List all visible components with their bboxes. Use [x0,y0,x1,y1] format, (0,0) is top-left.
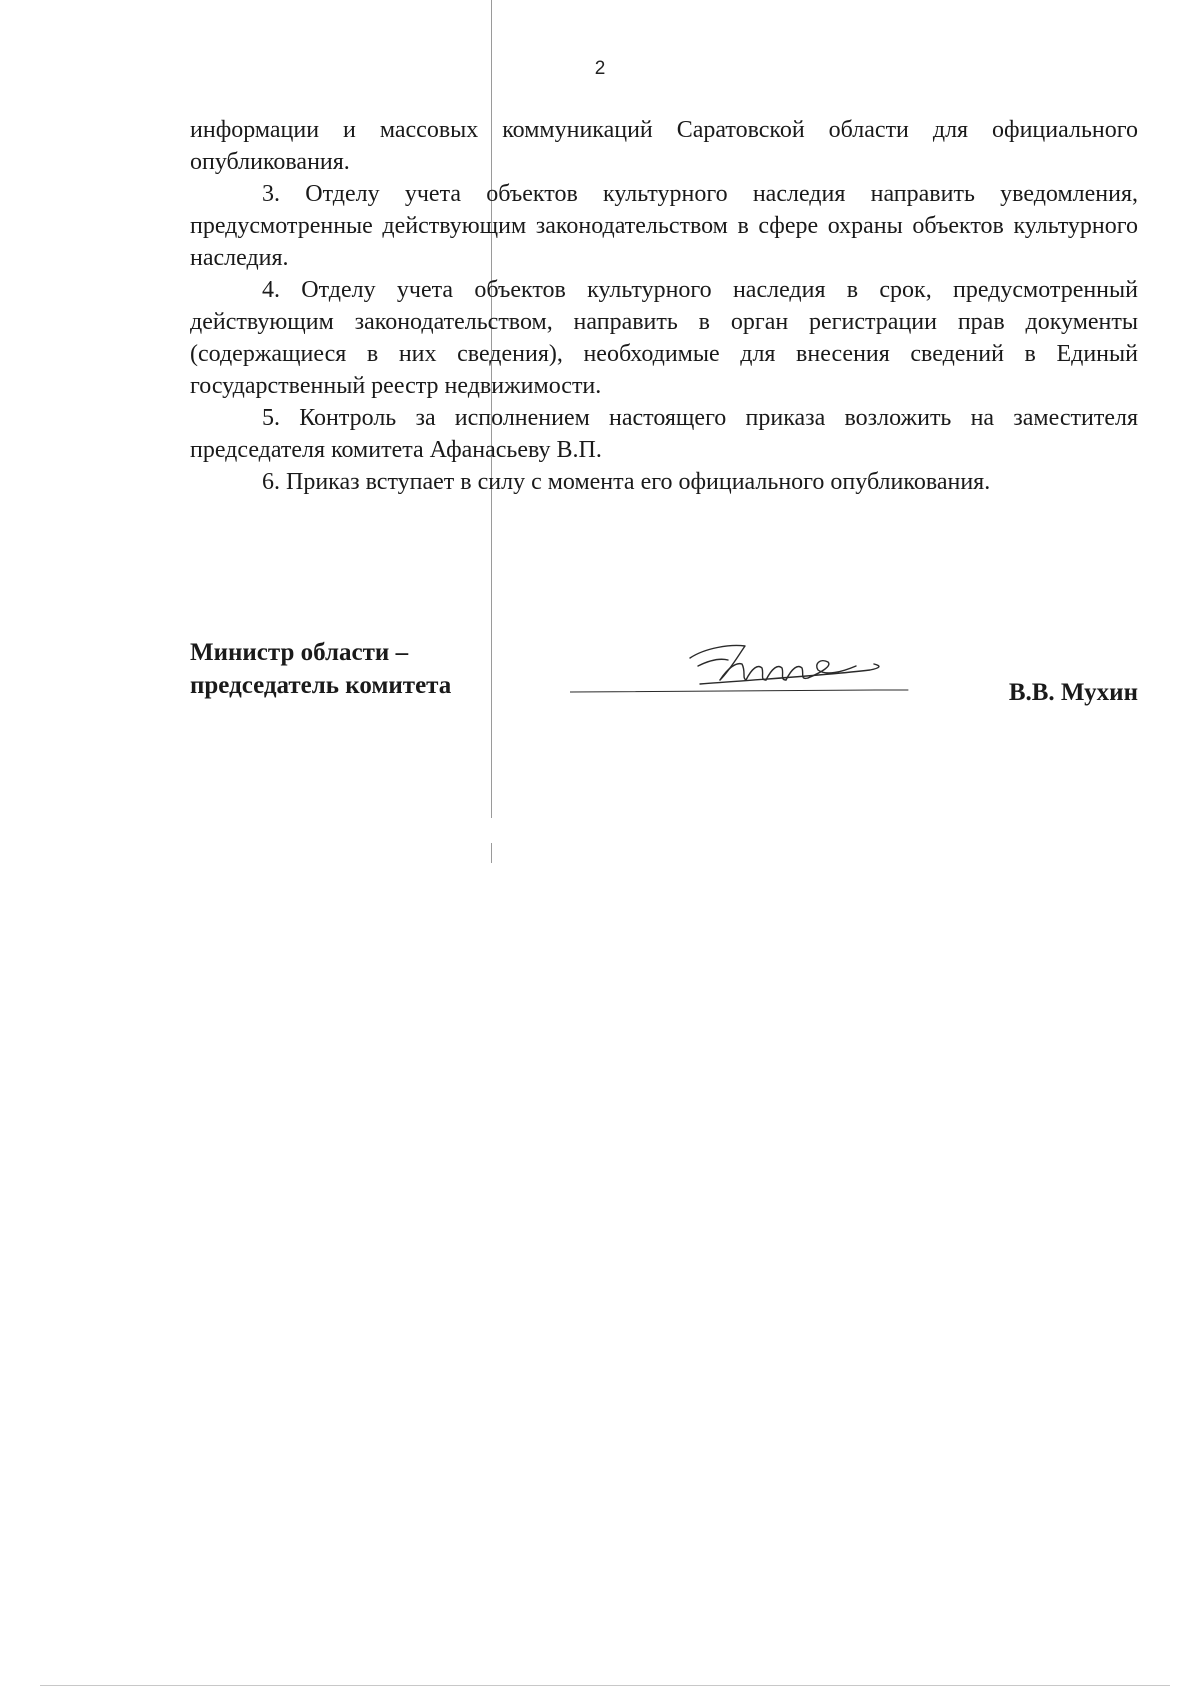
signer-position-line-2: председатель комитета [190,672,452,699]
handwritten-signature [570,636,930,696]
paragraph-continuation: информации и массовых коммуникаций Саратовской области для официального опубликования. [190,117,1138,175]
paragraph-item-5: 5. Контроль за исполнением настоящего приказа возложить на заместителя председателя комитета Афанасьеву В.П. [190,405,1138,463]
signer-position-line-1: Министр области – [190,639,409,666]
signature-block [190,636,1138,716]
paragraph-item-4: 4. Отделу учета объектов культурного наследия в срок, предусмотренный действующим законодательством, направить в орган регистрации прав документы (содержащиеся в них сведения), необходимые для внесения сведений в Единый государственный реестр недвижимости. [190,277,1138,399]
paragraph-item-6: 6. Приказ вступает в силу с момента его официального опубликования. [262,469,991,495]
signer-name: В.В. Мухин [1008,679,1138,706]
signer-position [190,636,451,702]
order-body [190,114,1138,498]
scan-fold-line-tail [491,843,492,863]
paragraph-item-3: 3. Отделу учета объектов культурного наследия направить уведомления, предусмотренные действующим законодательством в сфере охраны объектов культурного наследия. [190,181,1138,271]
signature-ink [570,646,908,693]
scan-bottom-edge [40,1685,1170,1686]
page-number: 2 [594,58,606,79]
